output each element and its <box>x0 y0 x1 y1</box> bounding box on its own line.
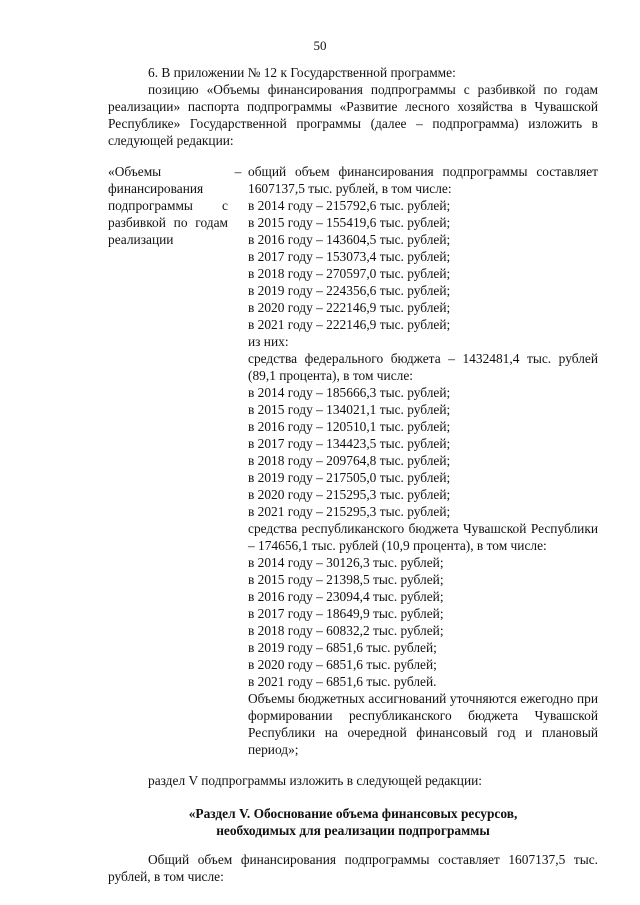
funding-line: в 2019 году – 6851,6 тыс. рублей; <box>248 640 437 655</box>
funding-line: в 2018 году – 60832,2 тыс. рублей; <box>248 623 444 638</box>
funding-line: в 2020 году – 222146,9 тыс. рублей; <box>248 300 451 315</box>
passport-position <box>108 163 598 758</box>
intro-item: 6. В приложении № 12 к Государственной программе: <box>148 65 456 80</box>
funding-line: в 2015 году – 155419,6 тыс. рублей; <box>248 215 451 230</box>
position-dash: – <box>234 164 242 179</box>
funding-line: в 2018 году – 209764,8 тыс. рублей; <box>248 453 451 468</box>
funding-line: в 2017 году – 18649,9 тыс. рублей; <box>248 606 444 621</box>
funding-line: в 2019 году – 224356,6 тыс. рублей; <box>248 283 451 298</box>
funding-line: в 2014 году – 215792,6 тыс. рублей; <box>248 198 451 213</box>
funding-line: в 2017 году – 153073,4 тыс. рублей; <box>248 249 451 264</box>
funding-line: из них: <box>248 334 289 349</box>
funding-line: средства республиканского бюджета Чувашской Республики – 174656,1 тыс. рублей (10,9 процента), в том числе: <box>248 521 598 553</box>
funding-line: в 2020 году – 215295,3 тыс. рублей; <box>248 487 451 502</box>
final-text: Общий объем финансирования подпрограммы составляет 1607137,5 тыс. рублей, в том числе: <box>108 852 598 884</box>
funding-line: Объемы бюджетных ассигнований уточняются ежегодно при формировании республиканского бюджета Чувашской Республики на очередной финансовый год и плановый период»; <box>248 691 598 757</box>
funding-line: в 2021 году – 215295,3 тыс. рублей; <box>248 504 451 519</box>
funding-line: в 2016 году – 120510,1 тыс. рублей; <box>248 419 451 434</box>
position-value <box>248 163 598 758</box>
funding-line: в 2021 году – 6851,6 тыс. рублей. <box>248 674 437 689</box>
funding-line: в 2020 году – 6851,6 тыс. рублей; <box>248 657 437 672</box>
funding-line: в 2014 году – 185666,3 тыс. рублей; <box>248 385 451 400</box>
funding-line: в 2017 году – 134423,5 тыс. рублей; <box>248 436 451 451</box>
page-number: 50 <box>313 38 327 53</box>
intro-text: позицию «Объемы финансирования подпрограммы с разбивкой по годам реализации» паспорта подпрограммы «Развитие лесного хозяйства в Чувашской Республике» Государственной программы (далее – подпрограмма) изложить в следующей редакции: <box>108 82 598 148</box>
funding-line: в 2015 году – 21398,5 тыс. рублей; <box>248 572 444 587</box>
funding-line: в 2015 году – 134021,1 тыс. рублей; <box>248 402 451 417</box>
section-heading-line1: «Раздел V. Обоснование объема финансовых ресурсов, <box>188 806 518 821</box>
section-instruction: раздел V подпрограммы изложить в следующей редакции: <box>148 773 483 788</box>
funding-line: в 2016 году – 23094,4 тыс. рублей; <box>248 589 444 604</box>
funding-line: в 2014 году – 30126,3 тыс. рублей; <box>248 555 444 570</box>
position-label: «Объемы финансирования подпрограммы с разбивкой по годам реализации <box>108 164 228 247</box>
document-body <box>108 64 598 885</box>
funding-line: в 2021 году – 222146,9 тыс. рублей; <box>248 317 451 332</box>
section-heading <box>108 805 598 839</box>
section-heading-line2: необходимых для реализации подпрограммы <box>216 823 490 838</box>
funding-line: общий объем финансирования подпрограммы составляет 1607137,5 тыс. рублей, в том числе: <box>248 164 598 196</box>
funding-line: в 2019 году – 217505,0 тыс. рублей; <box>248 470 451 485</box>
funding-line: средства федерального бюджета – 1432481,4 тыс. рублей (89,1 процента), в том числе: <box>248 351 598 383</box>
funding-line: в 2018 году – 270597,0 тыс. рублей; <box>248 266 451 281</box>
funding-line: в 2016 году – 143604,5 тыс. рублей; <box>248 232 451 247</box>
